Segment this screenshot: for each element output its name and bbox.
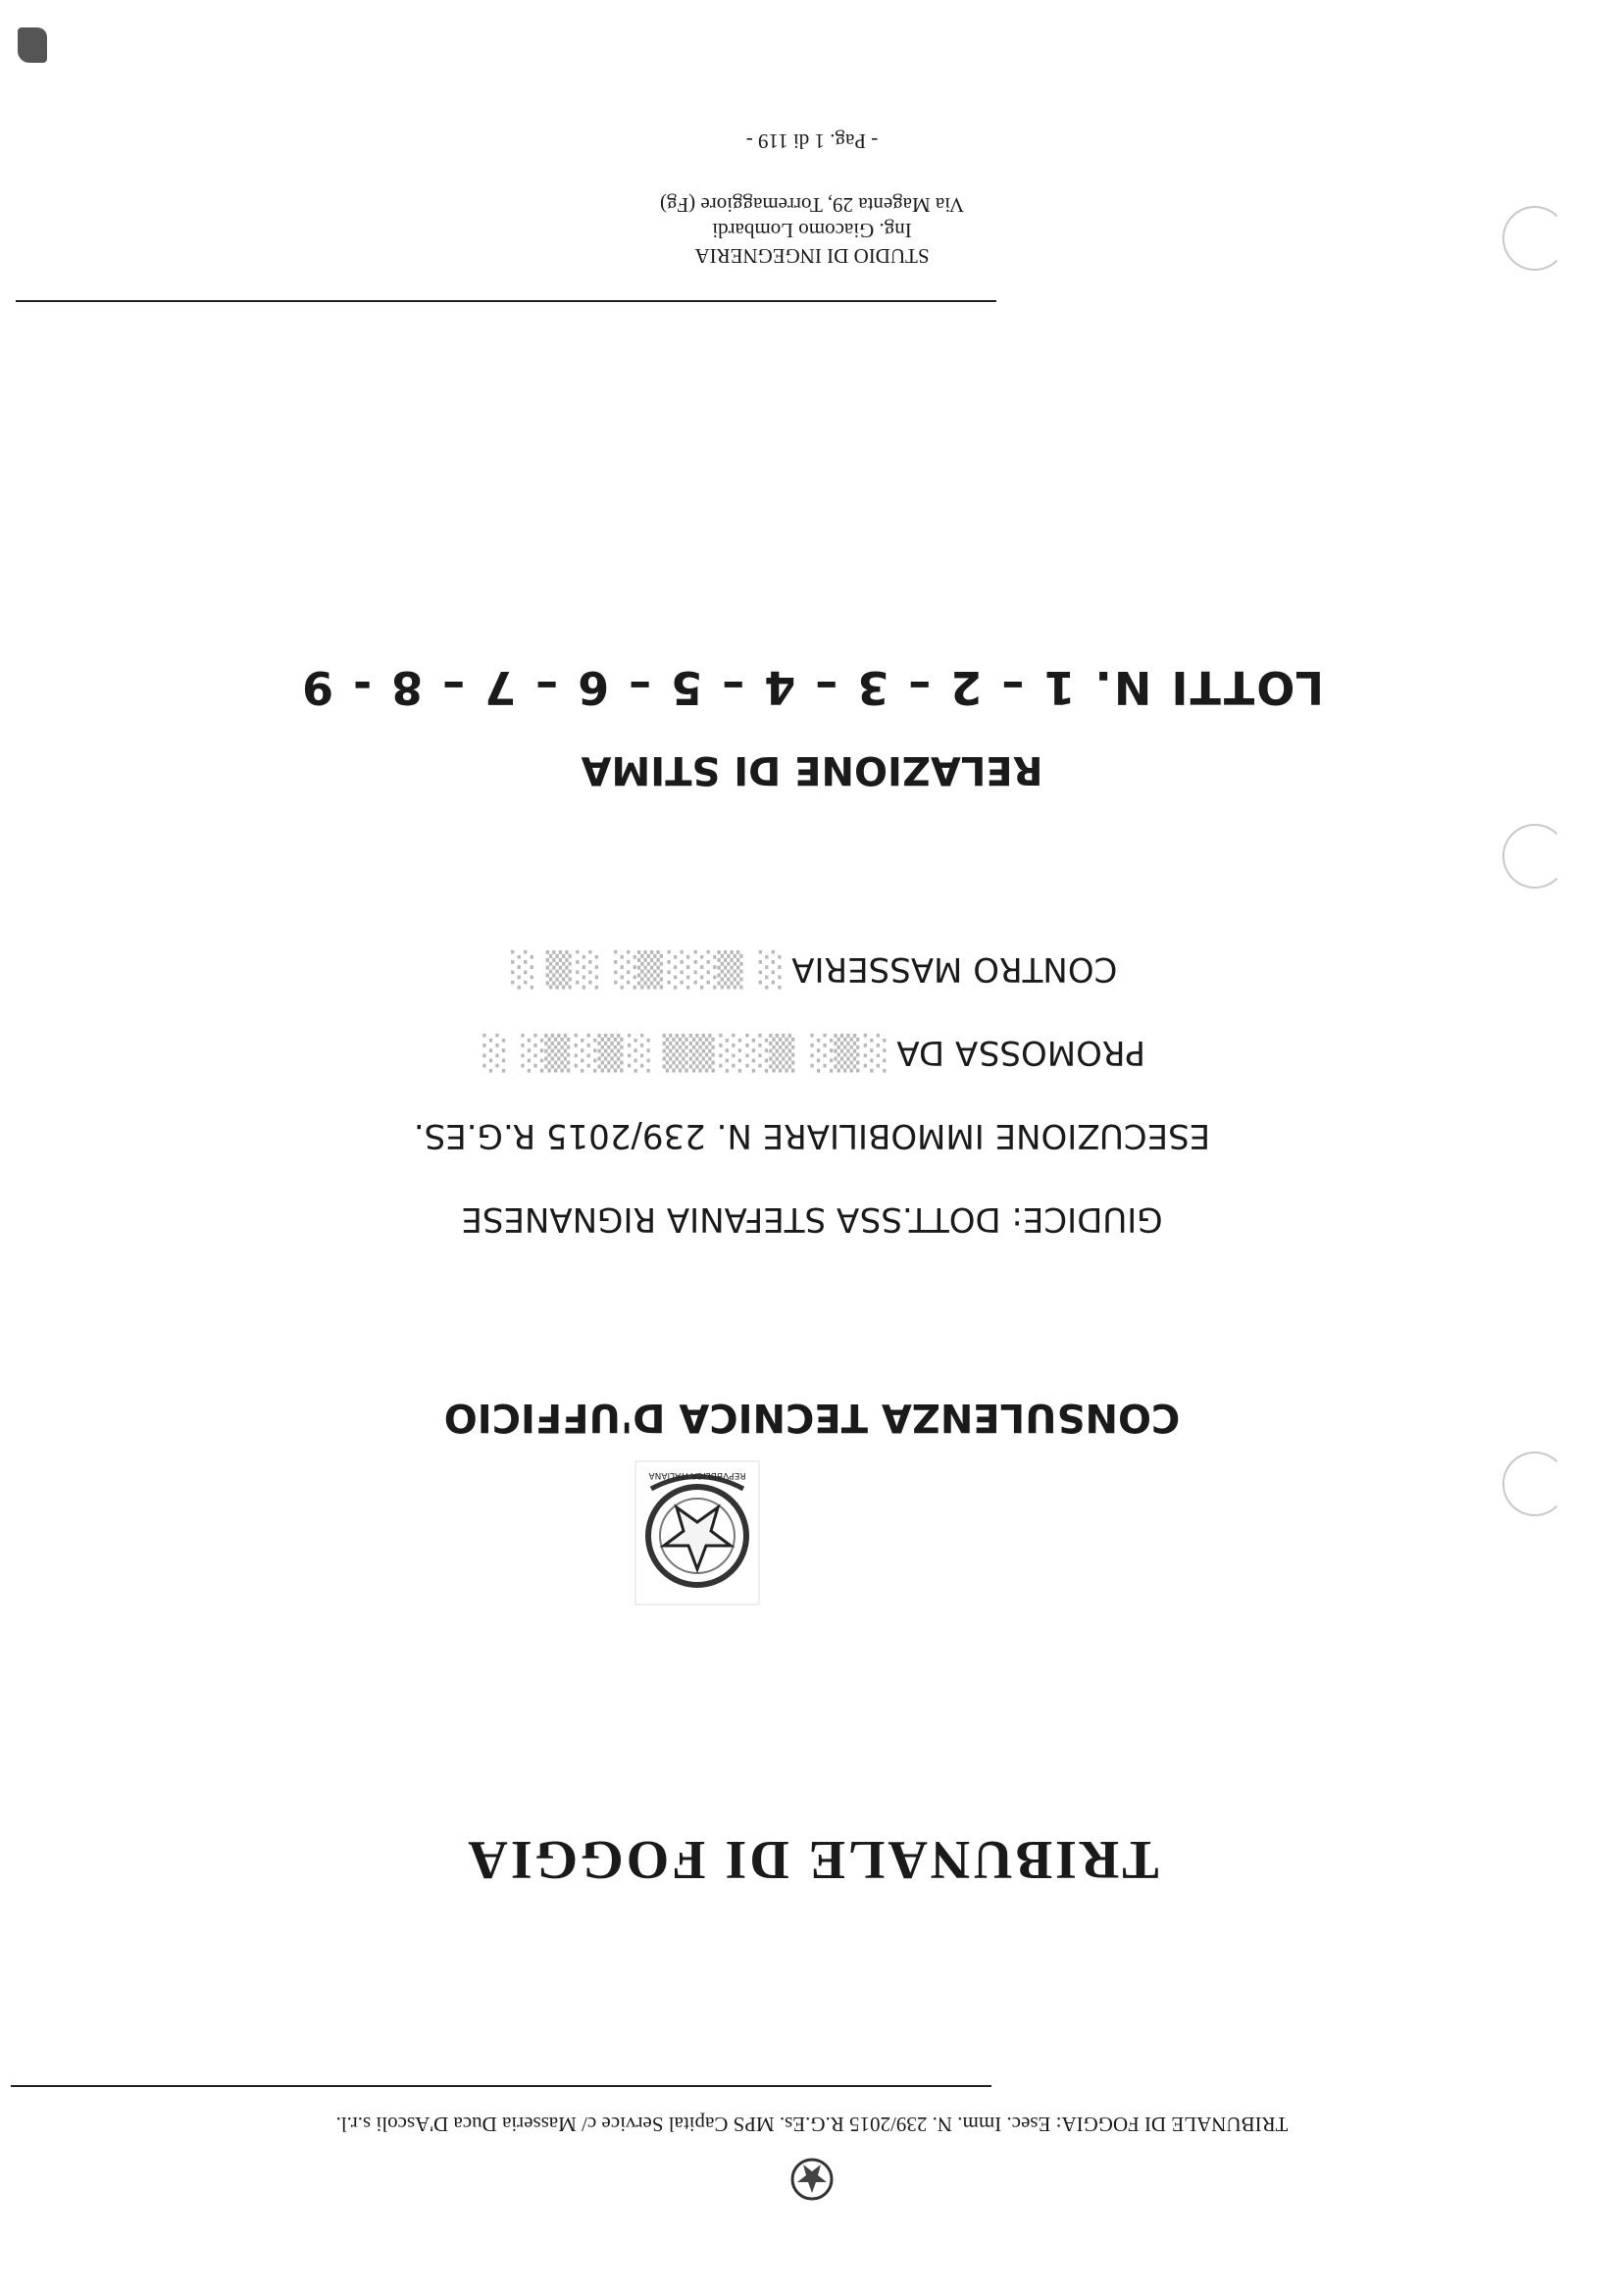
punch-hole — [1502, 206, 1567, 271]
studio-engineer: Ing. Giacomo Lombardi — [712, 219, 912, 242]
esecuzione-line: ESECUZIONE IMMOBILIARE N. 239/2015 R.G.ES. — [413, 1116, 1211, 1155]
svg-text:REPVBBLICA ITALIANA: REPVBBLICA ITALIANA — [648, 1470, 746, 1480]
studio-name: STUDIO DI INGEGNERIA — [694, 244, 930, 268]
main-title: TRIBUNALE DI FOGGIA — [465, 1829, 1159, 1890]
contro-line — [0, 949, 1624, 989]
punch-hole — [1502, 1452, 1567, 1516]
giudice-line: GIUDICE: DOTT.SSA STEFANIA RIGNANESE — [461, 1199, 1163, 1239]
punch-hole — [1502, 824, 1567, 889]
header-rule — [11, 2085, 991, 2087]
studio-rule — [16, 300, 996, 302]
emblem-block — [634, 1454, 761, 1606]
consulenza-title: CONSULENZA TECNICA D'UFFICIO — [443, 1395, 1181, 1440]
lotti-line: LOTTI N. 1 – 2 – 3 – 4 – 5 – 6 – 7 – 8 - 9 — [299, 661, 1325, 714]
relazione-title: RELAZIONE DI STIMA — [581, 747, 1043, 792]
page-number: - Pag. 1 di 119 - — [745, 129, 879, 153]
promossa-prefix: PROMOSSA DA — [896, 1033, 1146, 1072]
redacted-name: ░▒░ ▒░░▒▒ ░▒░▒░ ░ — [479, 1033, 887, 1072]
promossa-line — [0, 1033, 1624, 1072]
contro-prefix: CONTRO MASSERIA — [791, 949, 1118, 989]
header-emblem-small — [788, 2151, 836, 2203]
italian-republic-emblem-icon — [634, 1459, 761, 1606]
small-emblem-icon — [788, 2156, 836, 2203]
studio-address: Via Magenta 29, Torremaggiore (Fg) — [659, 193, 965, 217]
court-header-line: TRIBUNALE DI FOGGIA: Esec. Imm. N. 239/2015 R.G.Es. MPS Capital Service c/ Masseria Duca D'Ascoli s.r.l. — [335, 2113, 1289, 2136]
redacted-name: ░ ▒░░▒░ ░▒ ░ — [506, 949, 782, 989]
